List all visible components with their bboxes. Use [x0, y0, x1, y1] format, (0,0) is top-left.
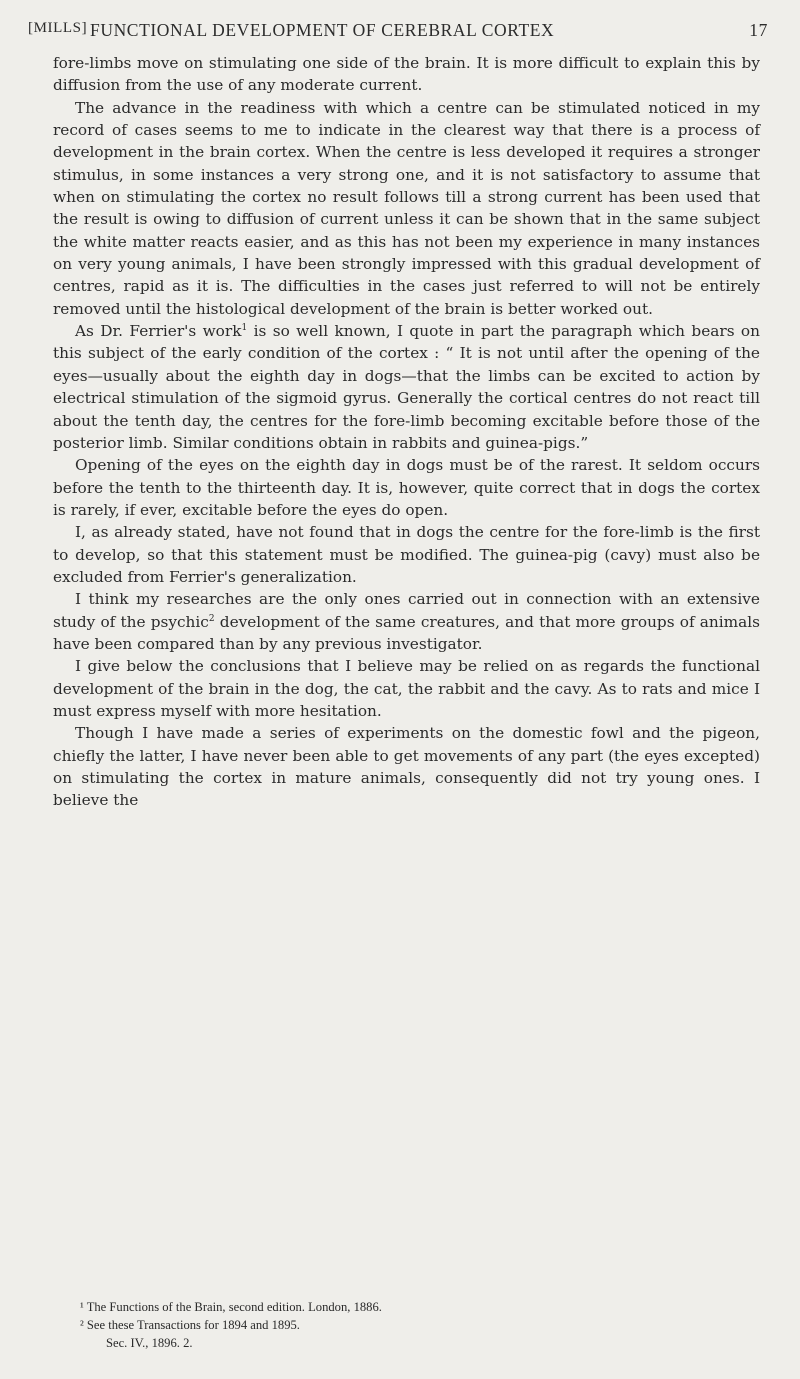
page-number: 17 — [749, 20, 768, 40]
running-head-author: [MILLS] — [28, 20, 88, 36]
footnote-2-continuation: Sec. IV., 1896. 2. — [106, 1336, 193, 1350]
footnote-ref: 2 — [208, 613, 215, 624]
footnotes — [80, 1298, 740, 1352]
paragraph-text: development of the same creatures, and that more groups of animals have been compared than by any previous investigator. — [53, 612, 761, 653]
footnote-ref: 1 — [241, 323, 248, 334]
paragraph: The advance in the readiness with which a centre can be stimulated noticed in my record of cases seems to me to indicate in the clearest way that there is a process of development in the brain cortex. When the centre is less developed it requires a stronger stimulus, in some instances a very strong one, and it is not satisfactory to assume that when on stimulating the cortex no result follows till a strong current has been used that the result is owing to diffusion of current unless it can be shown that in the same subject the white matter reacts easier, and as this has not been my experience in many instances on very young animals, I have been strongly impressed with this gradual development of centres, rapid as it is. The difficulties in the cases just referred to will not be entirely removed until the histological development of the brain is better worked out. — [53, 98, 760, 318]
paragraph — [53, 320, 760, 454]
footnote-1: ¹ The Functions of the Brain, second edition. London, 1886. — [80, 1300, 382, 1314]
footnote-2: ² See these Transactions for 1894 and 1895. — [80, 1318, 300, 1332]
paragraph-text: I think my researches are the only ones carried out in connection with an extensive study of the psychic — [53, 590, 760, 631]
running-head-title: FUNCTIONAL DEVELOPMENT OF CEREBRAL CORTEX — [90, 20, 555, 40]
paragraph: Opening of the eyes on the eighth day in dogs must be of the rarest. It seldom occurs before the tenth to the thirteenth day. It is, however, quite correct that in dogs the cortex is rarely, if ever, excitable before the eyes do open. — [53, 456, 760, 519]
paragraph: I give below the conclusions that I believe may be relied on as regards the functional development of the brain in the dog, the cat, the rabbit and the cavy. As to rats and mice I must express myself with more hesitation. — [53, 657, 760, 720]
running-head — [28, 20, 768, 46]
paragraph — [53, 588, 760, 655]
paragraph-text: is so well known, I quote in part the paragraph which bears on this subject of the early condition of the cortex : “ It is not until after the opening of the eyes—usually about the eighth day in dogs—that the limbs can be excited to action by electrical stimulation of the sigmoid gyrus. Generally the cortical centres do not react till about the tenth day, the centres for the fore-limb becoming excitable before those of the posterior limb. Similar conditions obtain in rabbits and guinea-pigs.” — [53, 322, 760, 452]
body-text — [53, 52, 760, 812]
paragraph-text: As Dr. Ferrier's work — [75, 322, 242, 341]
paragraph: I, as already stated, have not found that in dogs the centre for the fore-limb is the first to develop, so that this statement must be modified. The guinea-pig (cavy) must also be excluded from Ferrier's generalization. — [53, 523, 760, 586]
paragraph: fore-limbs move on stimulating one side of the brain. It is more difficult to explain this by diffusion from the use of any moderate current. — [53, 54, 760, 95]
paragraph: Though I have made a series of experiments on the domestic fowl and the pigeon, chiefly the latter, I have never been able to get movements of any part (the eyes excepted) on stimulating the cortex in mature animals, consequently did not try young ones. I believe the — [53, 724, 760, 810]
